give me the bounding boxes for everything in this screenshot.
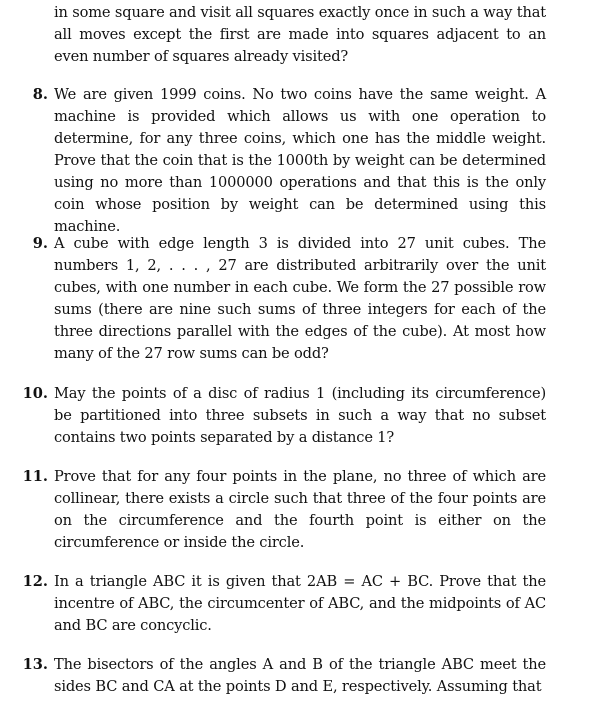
intro-continuation: in some square and visit all squares exactly once in such a way that all moves except the first are made into squares adjacent to an even number of squares already visited? bbox=[54, 4, 546, 65]
problem-text: We are given 1999 coins. No two coins have the same weight. A machine is provided which allows us with one operation to determine, for any three coins, which one has the middle weight. Prove that the coin that is the 1000th by weight can be determined using no more than 1000000 operations and that this is the only coin whose position by weight can be determined using this machine. bbox=[54, 86, 546, 235]
problem-number: 10. bbox=[22, 385, 48, 402]
problem-number: 9. bbox=[32, 235, 48, 252]
problem-text: May the points of a disc of radius 1 (including its circumference) be partitioned into three subsets in such a way that no subset contains two points separated by a distance 1? bbox=[54, 385, 546, 446]
problem-text: Prove that for any four points in the plane, no three of which are collinear, there exists a circle such that three of the four points are on the circumference and the fourth point is either on the circumference or inside the circle. bbox=[54, 468, 546, 551]
problem-text: In a triangle ABC it is given that 2AB = AC + BC. Prove that the incentre of ABC, the circumcenter of ABC, and the midpoints of AC and BC are concyclic. bbox=[54, 573, 546, 634]
problem-text: A cube with edge length 3 is divided into 27 unit cubes. The numbers 1, 2, . . . , 27 are distributed arbitrarily over the unit cubes, with one number in each cube. We form the 27 possible row sums (there are nine such sums of three integers for each of the three directions parallel with the edges of the cube). At most how many of the 27 row sums can be odd? bbox=[54, 235, 546, 362]
problem-number: 13. bbox=[22, 656, 48, 673]
problem-number: 8. bbox=[32, 86, 48, 103]
problem-text: The bisectors of the angles A and B of the triangle ABC meet the sides BC and CA at the points D and E, respectively. Assuming that bbox=[54, 656, 546, 695]
problem-number: 12. bbox=[22, 573, 48, 590]
problem-number: 11. bbox=[22, 468, 48, 485]
